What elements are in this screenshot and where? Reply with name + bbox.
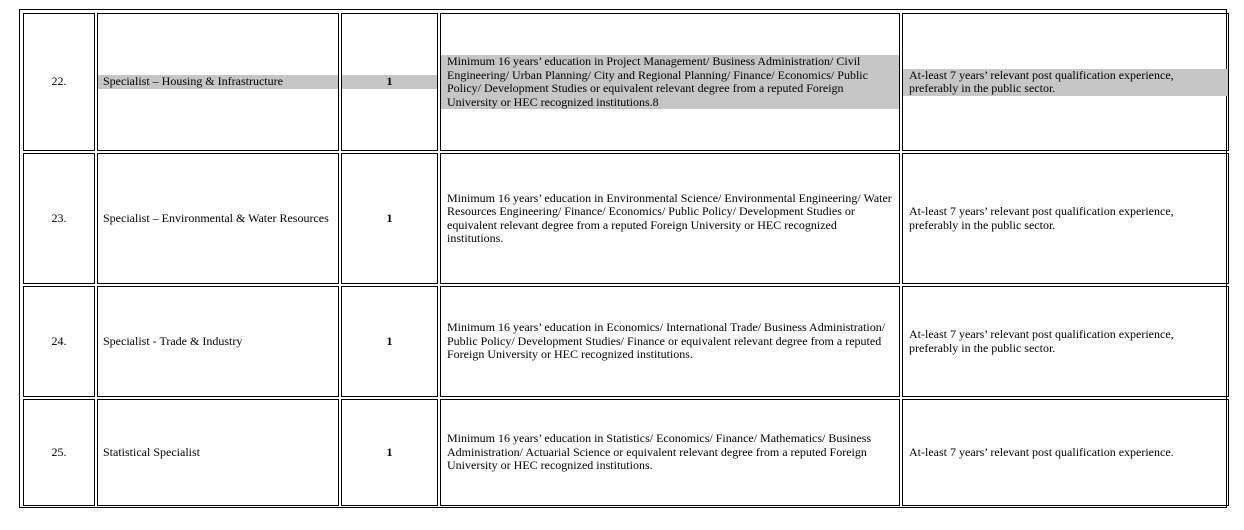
row-number: 25. [23,399,95,506]
table-row [23,286,1229,397]
position-title-cell [97,13,339,151]
position-title: Specialist – Housing & Infrastructure [98,75,338,89]
education-requirement: Minimum 16 years’ education in Project Management/ Business Administration/ Civil Engineering/ Urban Planning/ City and Regional Planning/ Finance/ Economics/ Public Policy/ Development Studies or equivalent relevant degree from a reputed Foreign University or HEC recognized institutions.8 [441,55,899,109]
experience-requirement: At-least 7 years’ relevant post qualification experience, preferably in the public sector. [902,286,1229,397]
education-requirement: Minimum 16 years’ education in Economics/ International Trade/ Business Administration/ Public Policy/ Development Studies/ Finance or equivalent relevant degree from a reputed Foreign University or HEC recognized institutions. [440,286,900,397]
education-requirement: Minimum 16 years’ education in Statistics/ Economics/ Finance/ Mathematics/ Business Administration/ Actuarial Science or equivalent relevant degree from a reputed Foreign University or HEC recognized institutions. [440,399,900,506]
experience-requirement: At-least 7 years’ relevant post qualification experience, preferably in the public sector. [902,153,1229,284]
post-count: 1 [341,286,438,397]
education-requirement: Minimum 16 years’ education in Environmental Science/ Environmental Engineering/ Water Resources Engineering/ Finance/ Economics/ Public Policy/ Development Studies or equivalent relevant degree from a reputed Foreign University or HEC recognized institutions. [440,153,900,284]
positions-table [21,11,1231,508]
post-count: 1 [342,75,437,89]
row-number: 23. [23,153,95,284]
row-number: 24. [23,286,95,397]
position-title: Specialist - Trade & Industry [97,286,339,397]
position-title: Statistical Specialist [97,399,339,506]
post-count: 1 [341,399,438,506]
table-row [23,13,1229,151]
experience-cell [902,13,1229,151]
position-title: Specialist – Environmental & Water Resources [97,153,339,284]
table-row [23,153,1229,284]
experience-requirement: At-least 7 years’ relevant post qualification experience. [902,399,1229,506]
post-count-cell [341,13,438,151]
education-cell [440,13,900,151]
table-row [23,399,1229,506]
experience-requirement: At-least 7 years’ relevant post qualification experience, preferably in the public sector. [903,69,1228,96]
row-number: 22. [23,13,95,151]
post-count: 1 [341,153,438,284]
